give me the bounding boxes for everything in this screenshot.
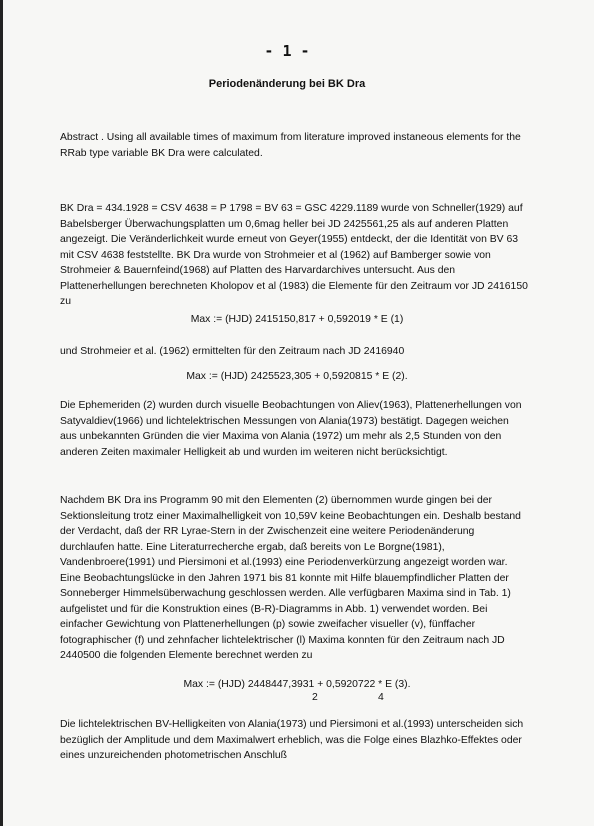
abstract-paragraph: Abstract . Using all available times of maximum from literature improved instaneous elements for the RRab type variable BK Dra were calculated. — [60, 132, 521, 159]
equation-2: Max := (HJD) 2425523,305 + 0,5920815 * E (2). — [186, 371, 408, 382]
equation-3: Max := (HJD) 2448447,3931 + 0,5920722 * E (3). — [183, 679, 411, 690]
page-number: - 1 - — [264, 42, 310, 60]
equation-3-error-1: 2 — [312, 692, 318, 703]
equation-3-error-2: 4 — [378, 692, 384, 703]
ephemeris-paragraph: Die Ephemeriden (2) wurden durch visuelle Beobachtungen von Aliev(1963), Plattenerhellungen von Satyvaldiev(1966) und lichtelektrischen Messungen von Alania(1973) bestätigt. Dagegen weichen aus unbekannten Gründen die vier Maxima von Alania (1972) um mehr als 2,5 Stunden von den anderen Zeiten maximaler Helligkeit ab und wurden im weiteren nicht berücksichtigt. — [60, 400, 522, 458]
document-title: Periodenänderung bei BK Dra — [208, 78, 366, 90]
transition-sentence: und Strohmeier et al. (1962) ermittelten für den Zeitraum nach JD 2416940 — [60, 346, 405, 357]
equation-1: Max := (HJD) 2415150,817 + 0,592019 * E (1) — [190, 314, 404, 325]
photometry-paragraph: Die lichtelektrischen BV-Helligkeiten von Alania(1973) und Piersimoni et al.(1993) unterscheiden sich bezüglich der Amplitude und dem Maximalwert erheblich, was die Folge eines Blazhko-Effektes oder eines unzureichenden photometrischen Anschluß — [60, 719, 524, 761]
program-paragraph: Nachdem BK Dra ins Programm 90 mit den Elementen (2) übernommen wurde gingen bei der Sektionsleitung trotz einer Maximalhelligkeit von 10,59V keine Beobachtungen ein. Deshalb bestand der Verdacht, daß der RR Lyrae-Stern in der Zwischenzeit eine weitere Periodenänderung durchlaufen hatte. Eine Literaturrecherche ergab, daß bereits von Le Borgne(1981), Vandenbroere(1991) und Piersimoni et al.(1993) eine Periodenverkürzung angezeigt worden war. Eine Beobachtungslücke in den Jahren 1971 bis 81 konnte mit Hilfe blauempfindlicher Platten der Sonneberger Himmelsüberwachung geschlossen werden. Alle verfügbaren Maxima sind in Tab. 1) aufgelistet und für die Konstruktion eines (B-R)-Diagramms in Abb. 1) verwendet worden. Bei einfacher Gewichtung von Plattenerhellungen (p) sowie zweifacher visueller (v), fünffacher fotographischer (f) und zehnfacher lichtelektrischer (l) Maxima konnten für den Zeitraum nach JD 2440500 die folgenden Elemente berechnet werden zu — [60, 495, 521, 661]
intro-paragraph: BK Dra = 434.1928 = CSV 4638 = P 1798 = BV 63 = GSC 4229.1189 wurde von Schneller(1929) auf Babelsberger Überwachungsplatten um 0,6mag heller bei JD 2425561,25 als auf anderen Platten angezeigt. Die Veränderlichkeit wurde erneut von Geyer(1955) entdeckt, der die Identität von BV 63 mit CSV 4638 feststellte. BK Dra wurde von Strohmeier et al (1962) auf Bamberger sowie von Strohmeier & Bauernfeind(1968) auf Platten des Harvardarchives untersucht. Aus den Plattenerhellungen berechneten Kholopov et al (1983) die Elemente für den Zeitraum vor JD 2416150 zu — [60, 203, 528, 307]
scan-edge — [0, 0, 3, 826]
